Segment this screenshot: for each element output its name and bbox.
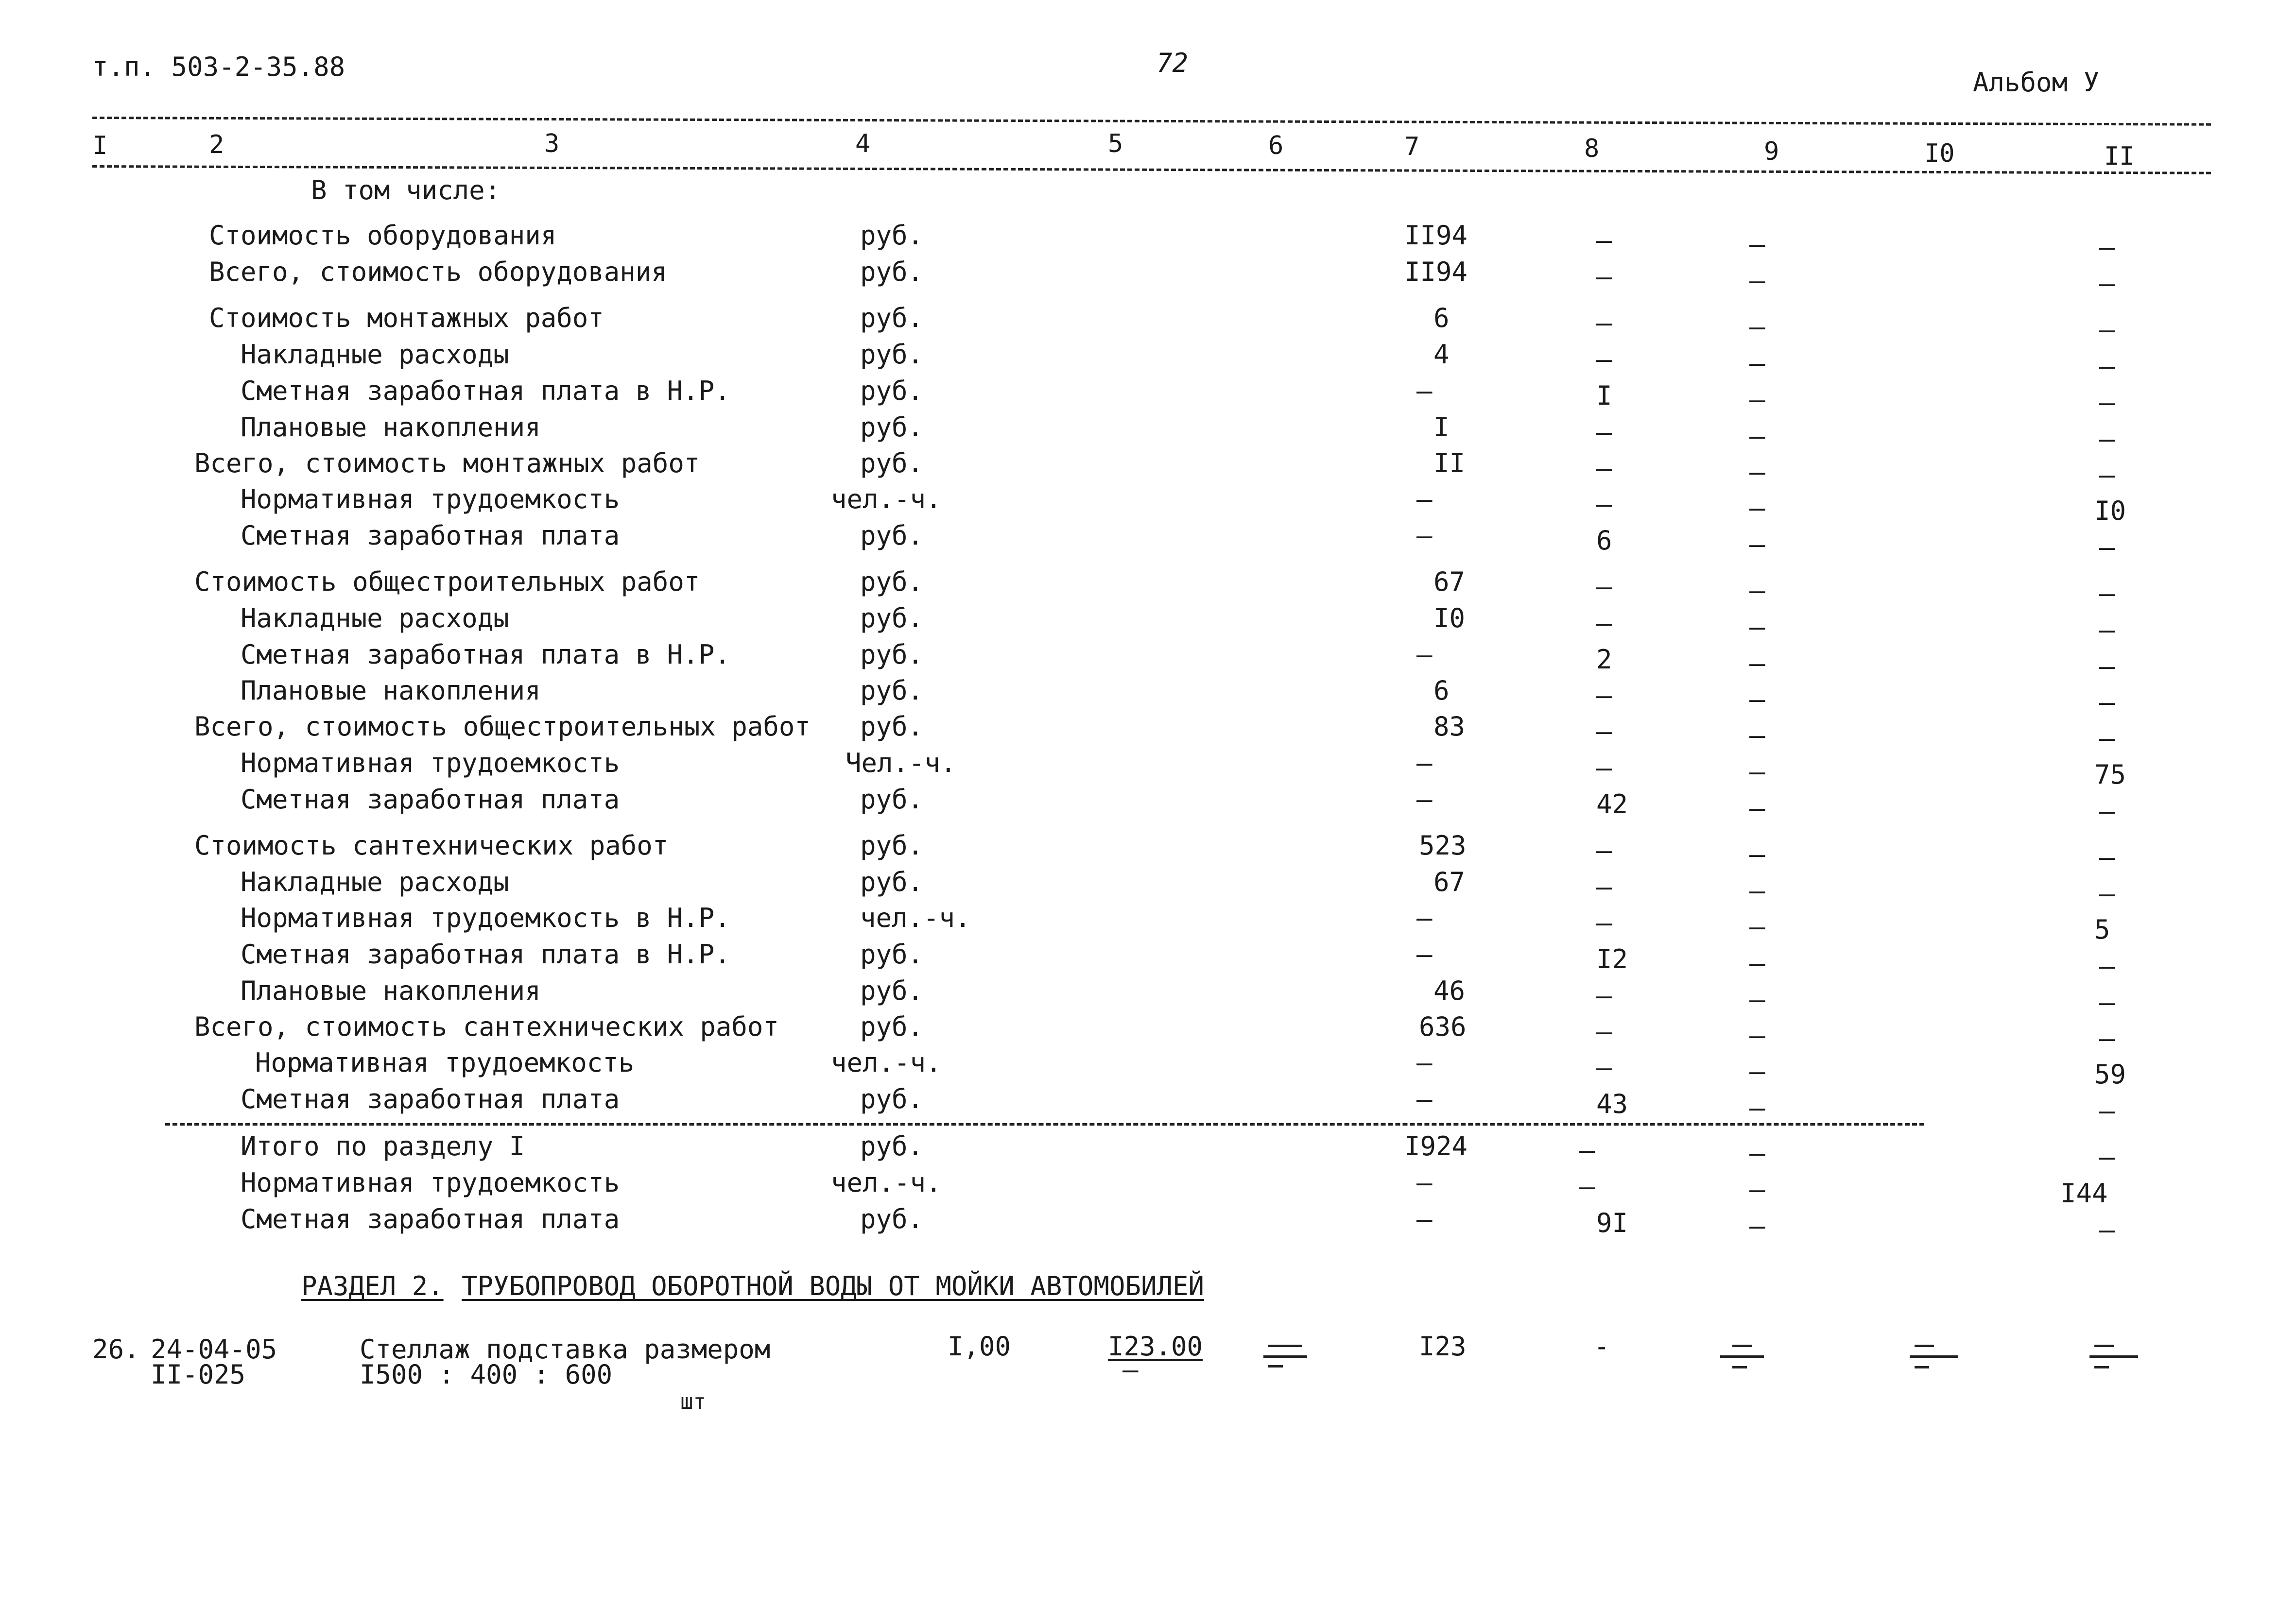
row-col8: –	[1596, 417, 1612, 447]
column-header-11: II	[2104, 142, 2135, 171]
row-col7: 4	[1433, 339, 1450, 370]
row-col7: II94	[1404, 220, 1468, 251]
column-header-4: 4	[855, 129, 871, 158]
row-col8: –	[1596, 261, 1612, 292]
column-header-5: 5	[1108, 129, 1123, 158]
totals-label: Итого по разделу I	[241, 1131, 525, 1162]
row-col11: –	[2099, 532, 2115, 563]
row-col11: –	[2099, 951, 2115, 981]
row-col8: –	[1596, 489, 1612, 519]
section2-title: ТРУБОПРОВОД ОБОРОТНОЙ ВОДЫ ОТ МОЙКИ АВТОМОБИЛЕЙ	[462, 1271, 1205, 1301]
row-unit: руб.	[860, 603, 924, 633]
row-col7: –	[1416, 1047, 1433, 1078]
row-unit: руб.	[860, 520, 924, 551]
row-col7: –	[1416, 520, 1433, 551]
row-col11: –	[2099, 796, 2115, 826]
row-label: Сметная заработная плата в Н.Р.	[241, 376, 730, 406]
row-label: Плановые накопления	[241, 975, 541, 1006]
row-col9: –	[1749, 1056, 1765, 1087]
row-label: Плановые накопления	[241, 412, 541, 443]
row-col8: 6	[1596, 525, 1612, 556]
row-col8: –	[1596, 308, 1612, 338]
row-col9: –	[1749, 684, 1765, 715]
totals-rule	[165, 1123, 1924, 1126]
totals-unit: чел.-ч.	[831, 1167, 942, 1198]
row-col11: –	[2099, 687, 2115, 718]
row-unit: руб.	[860, 711, 924, 742]
row-col11: I0	[2094, 496, 2126, 526]
totals-label: Нормативная трудоемкость	[241, 1167, 620, 1198]
row-col11: –	[2099, 987, 2115, 1018]
row-col11: –	[2099, 1023, 2115, 1054]
row-col9: –	[1749, 457, 1765, 487]
item26-code2: II-025	[151, 1359, 246, 1390]
totals-col7: –	[1416, 1167, 1433, 1198]
row-col11: 5	[2094, 914, 2110, 945]
item26-name1: Стеллаж подставка размером	[360, 1334, 771, 1365]
row-col7: 46	[1433, 975, 1466, 1006]
row-col9: –	[1749, 756, 1765, 787]
row-col9: –	[1749, 421, 1765, 451]
column-header-9: 9	[1764, 137, 1779, 166]
item26-c8: -	[1594, 1331, 1610, 1362]
row-unit: чел.-ч.	[860, 903, 971, 933]
row-col11: 75	[2094, 759, 2126, 790]
row-unit: руб.	[860, 1084, 924, 1114]
totals-col9: –	[1749, 1174, 1765, 1205]
row-unit: чел.-ч.	[831, 484, 942, 514]
row-unit: руб.	[860, 1011, 924, 1042]
item26-c6-mark	[1263, 1345, 1307, 1364]
row-unit: руб.	[860, 939, 924, 970]
row-col7: II	[1433, 448, 1466, 479]
row-col8: –	[1596, 1016, 1612, 1047]
row-col7: 67	[1433, 867, 1466, 897]
totals-col8: –	[1579, 1171, 1595, 1202]
row-label: Стоимость общестроительных работ	[194, 566, 700, 597]
row-col11: –	[2099, 878, 2115, 909]
column-header-1: I	[92, 131, 108, 160]
row-col7: II94	[1404, 256, 1468, 287]
row-col7: –	[1416, 939, 1433, 970]
row-col11: –	[2099, 1095, 2115, 1126]
row-label: Всего, стоимость оборудования	[209, 256, 667, 287]
doc-code: т.п. 503-2-35.88	[92, 51, 345, 82]
row-col11: –	[2099, 651, 2115, 682]
row-col8: –	[1596, 872, 1612, 902]
page-number: 72	[1157, 48, 1189, 78]
row-unit: руб.	[860, 256, 924, 287]
row-col9: –	[1749, 911, 1765, 942]
item26-c11-mark	[2089, 1345, 2133, 1364]
row-col7: –	[1416, 748, 1433, 778]
row-col11: –	[2099, 351, 2115, 381]
item26-c7: I23	[1419, 1331, 1467, 1362]
row-col8: –	[1596, 980, 1612, 1011]
row-col8: 43	[1596, 1089, 1628, 1119]
row-col7: 6	[1433, 675, 1450, 706]
row-unit: руб.	[860, 975, 924, 1006]
row-col8: 42	[1596, 789, 1628, 820]
row-col7: –	[1416, 1084, 1433, 1114]
row-unit: руб.	[860, 412, 924, 443]
row-col9: –	[1749, 229, 1765, 259]
row-label: Сметная заработная плата	[241, 784, 620, 815]
item26-name2: I500 : 400 : 600	[360, 1359, 613, 1390]
row-unit: руб.	[860, 376, 924, 406]
section-intro: В том числе:	[311, 175, 501, 205]
column-header-10: I0	[1924, 139, 1955, 168]
row-col9: –	[1749, 311, 1765, 342]
row-col7: I	[1433, 412, 1450, 443]
totals-col9: –	[1749, 1211, 1765, 1241]
row-col7: 67	[1433, 566, 1466, 597]
row-label: Стоимость монтажных работ	[209, 303, 604, 333]
row-label: Нормативная трудоемкость	[255, 1047, 635, 1078]
row-col9: –	[1749, 984, 1765, 1015]
totals-col7: –	[1416, 1204, 1433, 1234]
row-col9: –	[1749, 493, 1765, 523]
row-label: Всего, стоимость сантехнических работ	[194, 1011, 779, 1042]
row-unit: руб.	[860, 830, 924, 861]
row-col9: –	[1749, 529, 1765, 560]
row-col9: –	[1749, 348, 1765, 378]
row-col9: –	[1749, 612, 1765, 642]
row-col8: 2	[1596, 644, 1612, 675]
totals-label: Сметная заработная плата	[241, 1204, 620, 1234]
row-col7: –	[1416, 484, 1433, 514]
row-unit: руб.	[860, 639, 924, 670]
row-col11: –	[2099, 387, 2115, 418]
row-unit: руб.	[860, 784, 924, 815]
row-col8: –	[1596, 225, 1612, 256]
row-col8: –	[1596, 1052, 1612, 1083]
row-col8: –	[1596, 680, 1612, 711]
row-col8: –	[1596, 608, 1612, 638]
column-header-7: 7	[1404, 132, 1420, 161]
row-col7: 6	[1433, 303, 1450, 333]
row-col9: –	[1749, 793, 1765, 823]
row-col9: –	[1749, 1093, 1765, 1123]
totals-col11: –	[2099, 1142, 2115, 1172]
row-col8: –	[1596, 716, 1612, 747]
row-col7: 523	[1419, 830, 1467, 861]
row-label: Сметная заработная плата в Н.Р.	[241, 639, 730, 670]
totals-unit: руб.	[860, 1204, 924, 1234]
row-col7: –	[1416, 376, 1433, 406]
item26-price-sub: –	[1122, 1354, 1139, 1385]
row-col7: –	[1416, 639, 1433, 670]
row-col8: –	[1596, 907, 1612, 938]
row-col8: –	[1596, 344, 1612, 375]
row-col8: –	[1596, 835, 1612, 866]
item26-qty: I,00	[948, 1331, 1011, 1362]
totals-unit: руб.	[860, 1131, 924, 1162]
row-label: Плановые накопления	[241, 675, 541, 706]
row-label: Всего, стоимость монтажных работ	[194, 448, 700, 479]
album-label: Альбом У	[1973, 67, 2100, 98]
header-top-rule	[92, 117, 2211, 126]
row-col11: –	[2099, 723, 2115, 753]
row-col8: –	[1596, 453, 1612, 483]
totals-col7: I924	[1404, 1131, 1468, 1162]
row-unit: руб.	[860, 303, 924, 333]
row-unit: Чел.-ч.	[846, 748, 956, 778]
row-col7: –	[1416, 903, 1433, 933]
row-col9: –	[1749, 875, 1765, 906]
row-col9: –	[1749, 948, 1765, 978]
item26-price: I23.00	[1108, 1331, 1203, 1362]
row-unit: руб.	[860, 448, 924, 479]
row-label: Сметная заработная плата в Н.Р.	[241, 939, 730, 970]
row-col11: 59	[2094, 1059, 2126, 1090]
row-label: Нормативная трудоемкость в Н.Р.	[241, 903, 730, 933]
totals-col11: –	[2099, 1214, 2115, 1245]
row-col9: –	[1749, 720, 1765, 751]
row-col8: –	[1596, 752, 1612, 783]
item26-unit: шт	[680, 1389, 706, 1414]
row-col11: –	[2099, 424, 2115, 454]
totals-col11: I44	[2060, 1178, 2108, 1209]
row-label: Нормативная трудоемкость	[241, 748, 620, 778]
item26-c9-mark	[1720, 1345, 1764, 1364]
section2-title-prefix: РАЗДЕЛ 2.	[301, 1271, 444, 1301]
row-col11: –	[2099, 232, 2115, 262]
row-unit: руб.	[860, 867, 924, 897]
column-header-8: 8	[1584, 134, 1600, 163]
row-unit: руб.	[860, 339, 924, 370]
row-col7: I0	[1433, 603, 1466, 633]
row-label: Накладные расходы	[241, 867, 509, 897]
row-col8: I	[1596, 380, 1612, 411]
row-unit: руб.	[860, 220, 924, 251]
totals-col8: –	[1579, 1135, 1595, 1165]
totals-col9: –	[1749, 1138, 1765, 1168]
row-col11: –	[2099, 268, 2115, 299]
item26-num: 26.	[92, 1334, 140, 1365]
row-label: Стоимость сантехнических работ	[194, 830, 669, 861]
row-col7: 636	[1419, 1011, 1467, 1042]
row-col7: –	[1416, 784, 1433, 815]
header-bottom-rule	[92, 165, 2211, 174]
row-col11: –	[2099, 615, 2115, 645]
row-col9: –	[1749, 265, 1765, 296]
row-col11: –	[2099, 460, 2115, 490]
row-col9: –	[1749, 839, 1765, 870]
row-label: Накладные расходы	[241, 603, 509, 633]
row-col9: –	[1749, 1020, 1765, 1051]
row-label: Сметная заработная плата	[241, 520, 620, 551]
row-col9: –	[1749, 384, 1765, 415]
row-col11: –	[2099, 578, 2115, 609]
row-unit: руб.	[860, 675, 924, 706]
row-label: Нормативная трудоемкость	[241, 484, 620, 514]
row-label: Накладные расходы	[241, 339, 509, 370]
item26-c10-mark	[1910, 1345, 1953, 1364]
row-label: Всего, стоимость общестроительных работ	[194, 711, 811, 742]
row-unit: чел.-ч.	[831, 1047, 942, 1078]
row-col9: –	[1749, 648, 1765, 679]
row-label: Стоимость оборудования	[209, 220, 557, 251]
row-col11: –	[2099, 314, 2115, 345]
column-header-3: 3	[544, 129, 560, 158]
row-unit: руб.	[860, 566, 924, 597]
totals-col8: 9I	[1596, 1208, 1628, 1238]
column-header-2: 2	[209, 130, 224, 159]
row-label: Сметная заработная плата	[241, 1084, 620, 1114]
row-col7: 83	[1433, 711, 1466, 742]
item26-code1: 24-04-05	[151, 1334, 277, 1365]
column-header-6: 6	[1268, 131, 1284, 160]
row-col8: I2	[1596, 944, 1628, 974]
row-col11: –	[2099, 842, 2115, 872]
row-col8: –	[1596, 571, 1612, 602]
row-col9: –	[1749, 575, 1765, 606]
